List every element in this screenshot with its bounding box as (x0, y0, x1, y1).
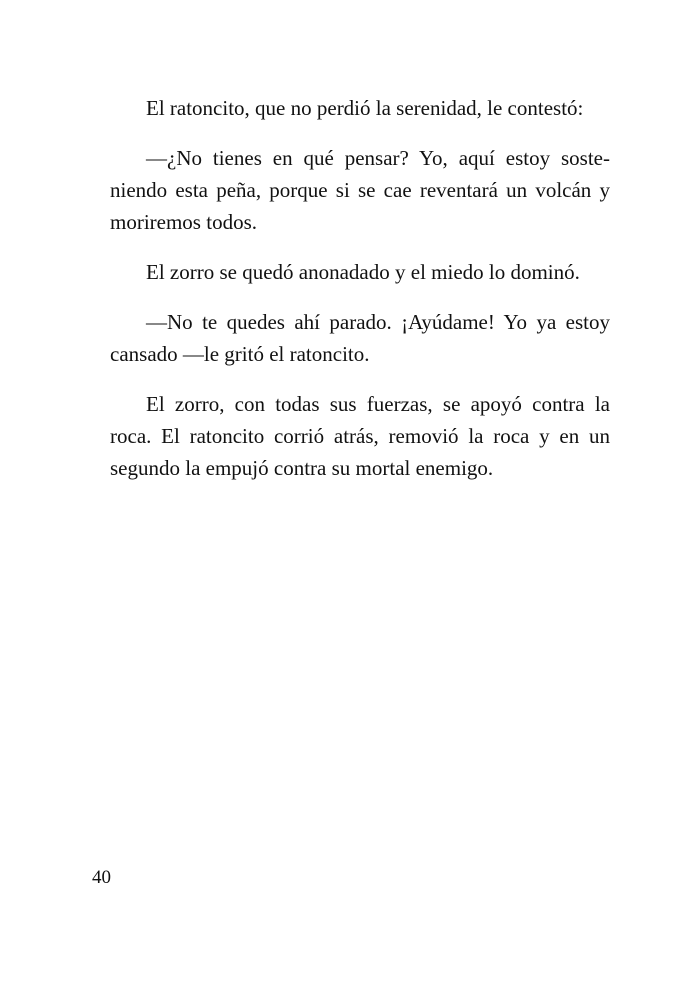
paragraph-line: El ratoncito, que no perdió la serenidad, le contestó: (146, 96, 584, 120)
paragraph-line: roca. El ratoncito corrió atrás, removió la roca y en un (110, 424, 610, 448)
paragraph-line: —¿No tienes en qué pensar? Yo, aquí estoy soste- (146, 146, 610, 170)
body-text (110, 92, 610, 502)
paragraph-2 (110, 142, 610, 238)
paragraph-4 (110, 306, 610, 370)
paragraph-line: cansado —le gritó el ratoncito. (110, 342, 370, 366)
paragraph-line: segundo la empujó contra su mortal enemigo. (110, 456, 494, 480)
paragraph-5 (110, 388, 610, 484)
page-number: 40 (92, 867, 111, 888)
paragraph-line: El zorro se quedó anonadado y el miedo lo dominó. (146, 260, 580, 284)
paragraph-line: moriremos todos. (110, 210, 257, 234)
paragraph-line: niendo esta peña, porque si se cae reventará un volcán y (110, 178, 610, 202)
paragraph-3 (110, 256, 610, 288)
paragraph-line: El zorro, con todas sus fuerzas, se apoyó contra la (146, 392, 610, 416)
paragraph-1 (110, 92, 610, 124)
paragraph-line: —No te quedes ahí parado. ¡Ayúdame! Yo ya estoy (146, 310, 610, 334)
